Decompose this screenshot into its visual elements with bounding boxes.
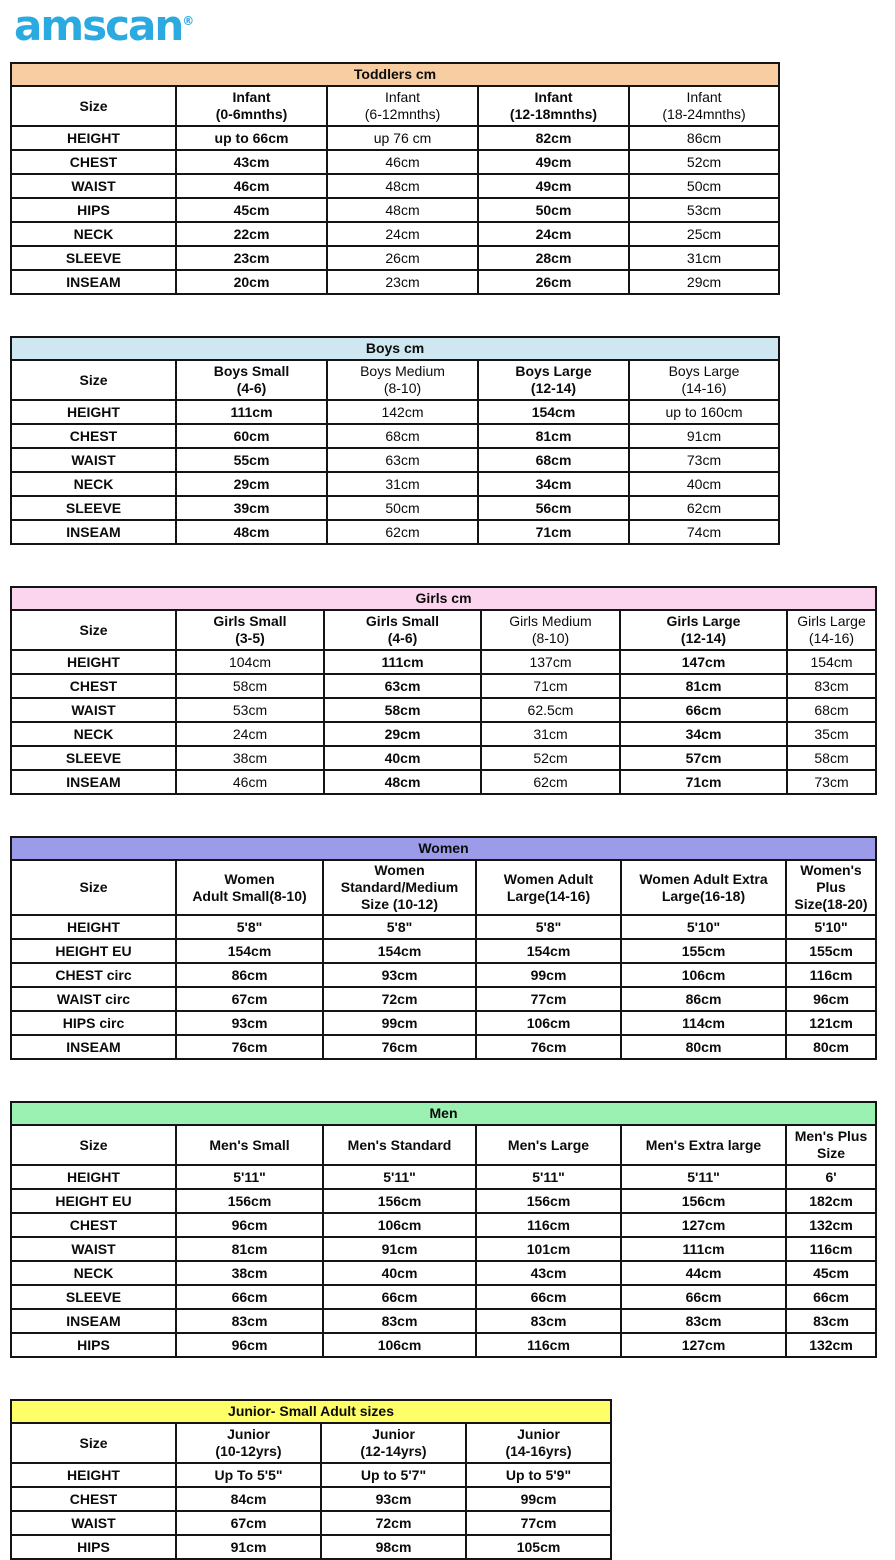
row-label: INSEAM	[11, 1035, 176, 1059]
table-row	[11, 698, 876, 722]
size-header-cell: Size	[11, 1423, 176, 1463]
value-cell: 22cm	[176, 222, 327, 246]
value-cell: 58cm	[176, 674, 324, 698]
value-cell: 83cm	[476, 1309, 621, 1333]
value-cell: 72cm	[323, 987, 476, 1011]
row-label: CHEST	[11, 150, 176, 174]
value-cell: 6'	[786, 1165, 876, 1189]
column-header: Girls Medium (8-10)	[481, 610, 620, 650]
value-cell: 43cm	[176, 150, 327, 174]
size-header-cell: Size	[11, 1125, 176, 1165]
column-header: Women Standard/Medium Size (10-12)	[323, 860, 476, 915]
column-header: Infant (12-18mnths)	[478, 86, 629, 126]
table-row	[11, 1285, 876, 1309]
column-header: Junior (10-12yrs)	[176, 1423, 321, 1463]
table-row	[11, 674, 876, 698]
value-cell: 40cm	[323, 1261, 476, 1285]
value-cell: 81cm	[620, 674, 787, 698]
row-label: WAIST	[11, 448, 176, 472]
value-cell: 66cm	[476, 1285, 621, 1309]
value-cell: 99cm	[323, 1011, 476, 1035]
value-cell: 58cm	[787, 746, 876, 770]
value-cell: 142cm	[327, 400, 478, 424]
value-cell: 96cm	[176, 1213, 323, 1237]
value-cell: 116cm	[786, 1237, 876, 1261]
value-cell: 48cm	[327, 198, 478, 222]
value-cell: 29cm	[324, 722, 481, 746]
table-row	[11, 1237, 876, 1261]
value-cell: 43cm	[476, 1261, 621, 1285]
value-cell: 155cm	[621, 939, 786, 963]
value-cell: Up To 5'5"	[176, 1463, 321, 1487]
size-header-cell: Size	[11, 360, 176, 400]
row-label: WAIST	[11, 174, 176, 198]
value-cell: 73cm	[629, 448, 779, 472]
value-cell: 68cm	[787, 698, 876, 722]
value-cell: 56cm	[478, 496, 629, 520]
value-cell: 25cm	[629, 222, 779, 246]
value-cell: 26cm	[327, 246, 478, 270]
value-cell: 66cm	[176, 1285, 323, 1309]
column-header: Men's Plus Size	[786, 1125, 876, 1165]
value-cell: 99cm	[476, 963, 621, 987]
column-header: Girls Large (14-16)	[787, 610, 876, 650]
value-cell: 80cm	[621, 1035, 786, 1059]
value-cell: 5'11"	[476, 1165, 621, 1189]
table-title-toddlers: Toddlers cm	[11, 63, 779, 86]
table-title-junior: Junior- Small Adult sizes	[11, 1400, 611, 1423]
size-table-girls	[10, 586, 877, 795]
value-cell: 23cm	[176, 246, 327, 270]
value-cell: 62cm	[629, 496, 779, 520]
value-cell: 73cm	[787, 770, 876, 794]
value-cell: 93cm	[321, 1487, 466, 1511]
row-label: WAIST	[11, 1237, 176, 1261]
table-row	[11, 650, 876, 674]
row-label: INSEAM	[11, 270, 176, 294]
value-cell: 31cm	[629, 246, 779, 270]
value-cell: 50cm	[327, 496, 478, 520]
value-cell: 5'8"	[176, 915, 323, 939]
table-row	[11, 472, 779, 496]
row-label: HEIGHT	[11, 126, 176, 150]
value-cell: 86cm	[629, 126, 779, 150]
value-cell: 40cm	[324, 746, 481, 770]
size-table-women	[10, 836, 877, 1060]
value-cell: Up to 5'9"	[466, 1463, 611, 1487]
value-cell: 55cm	[176, 448, 327, 472]
value-cell: 93cm	[176, 1011, 323, 1035]
value-cell: 93cm	[323, 963, 476, 987]
value-cell: 24cm	[327, 222, 478, 246]
value-cell: 76cm	[476, 1035, 621, 1059]
row-label: SLEEVE	[11, 496, 176, 520]
value-cell: 111cm	[176, 400, 327, 424]
value-cell: 28cm	[478, 246, 629, 270]
row-label: CHEST	[11, 674, 176, 698]
value-cell: 48cm	[324, 770, 481, 794]
column-header: Men's Extra large	[621, 1125, 786, 1165]
column-header: Girls Large (12-14)	[620, 610, 787, 650]
value-cell: 48cm	[327, 174, 478, 198]
row-label: HIPS	[11, 198, 176, 222]
column-header: Men's Standard	[323, 1125, 476, 1165]
row-label: INSEAM	[11, 770, 176, 794]
value-cell: 96cm	[176, 1333, 323, 1357]
value-cell: 80cm	[786, 1035, 876, 1059]
value-cell: 5'11"	[323, 1165, 476, 1189]
row-label: WAIST	[11, 1511, 176, 1535]
row-label: HIPS circ	[11, 1011, 176, 1035]
table-row	[11, 1213, 876, 1237]
value-cell: 26cm	[478, 270, 629, 294]
value-cell: 49cm	[478, 150, 629, 174]
value-cell: 46cm	[176, 174, 327, 198]
value-cell: 116cm	[476, 1333, 621, 1357]
row-label: HEIGHT	[11, 1165, 176, 1189]
row-label: HEIGHT EU	[11, 1189, 176, 1213]
table-row	[11, 1011, 876, 1035]
value-cell: 62cm	[327, 520, 478, 544]
value-cell: 23cm	[327, 270, 478, 294]
table-row	[11, 150, 779, 174]
value-cell: 83cm	[176, 1309, 323, 1333]
row-label: SLEEVE	[11, 246, 176, 270]
row-label: HIPS	[11, 1333, 176, 1357]
row-label: SLEEVE	[11, 1285, 176, 1309]
row-label: WAIST	[11, 698, 176, 722]
column-header: Men's Large	[476, 1125, 621, 1165]
value-cell: 156cm	[621, 1189, 786, 1213]
registered-trademark-icon: ®	[182, 14, 195, 28]
row-label: HEIGHT EU	[11, 939, 176, 963]
value-cell: 71cm	[481, 674, 620, 698]
value-cell: 132cm	[786, 1333, 876, 1357]
row-label: WAIST circ	[11, 987, 176, 1011]
row-label: NECK	[11, 722, 176, 746]
value-cell: 5'8"	[323, 915, 476, 939]
value-cell: up to 66cm	[176, 126, 327, 150]
value-cell: 5'10"	[786, 915, 876, 939]
value-cell: 5'10"	[621, 915, 786, 939]
value-cell: 106cm	[323, 1213, 476, 1237]
row-label: CHEST	[11, 1213, 176, 1237]
value-cell: 45cm	[176, 198, 327, 222]
value-cell: 137cm	[481, 650, 620, 674]
value-cell: 57cm	[620, 746, 787, 770]
table-row	[11, 1463, 611, 1487]
value-cell: 31cm	[481, 722, 620, 746]
value-cell: 34cm	[478, 472, 629, 496]
column-header: Boys Large (12-14)	[478, 360, 629, 400]
row-label: HEIGHT	[11, 1463, 176, 1487]
table-row	[11, 770, 876, 794]
value-cell: 86cm	[176, 963, 323, 987]
row-label: SLEEVE	[11, 746, 176, 770]
column-header: Junior (14-16yrs)	[466, 1423, 611, 1463]
amscan-logo-text: amscan	[14, 1, 183, 50]
value-cell: 154cm	[176, 939, 323, 963]
value-cell: 71cm	[620, 770, 787, 794]
column-header: Girls Small (4-6)	[324, 610, 481, 650]
value-cell: up 76 cm	[327, 126, 478, 150]
table-row	[11, 198, 779, 222]
value-cell: 31cm	[327, 472, 478, 496]
value-cell: 58cm	[324, 698, 481, 722]
value-cell: 156cm	[323, 1189, 476, 1213]
column-header: Women's Plus Size(18-20)	[786, 860, 876, 915]
value-cell: 29cm	[629, 270, 779, 294]
value-cell: 104cm	[176, 650, 324, 674]
value-cell: 127cm	[621, 1333, 786, 1357]
table-row	[11, 1035, 876, 1059]
size-header-cell: Size	[11, 860, 176, 915]
table-row	[11, 939, 876, 963]
value-cell: 121cm	[786, 1011, 876, 1035]
size-charts	[10, 62, 895, 1560]
value-cell: 83cm	[787, 674, 876, 698]
table-row	[11, 1261, 876, 1285]
column-header: Boys Medium (8-10)	[327, 360, 478, 400]
row-label: CHEST	[11, 1487, 176, 1511]
table-row	[11, 1333, 876, 1357]
table-row	[11, 1309, 876, 1333]
table-row	[11, 424, 779, 448]
row-label: CHEST	[11, 424, 176, 448]
value-cell: 34cm	[620, 722, 787, 746]
column-header: Junior (12-14yrs)	[321, 1423, 466, 1463]
size-table-junior	[10, 1399, 612, 1560]
value-cell: 49cm	[478, 174, 629, 198]
value-cell: 53cm	[176, 698, 324, 722]
value-cell: 71cm	[478, 520, 629, 544]
value-cell: 132cm	[786, 1213, 876, 1237]
value-cell: 155cm	[786, 939, 876, 963]
value-cell: up to 160cm	[629, 400, 779, 424]
value-cell: 50cm	[478, 198, 629, 222]
value-cell: 86cm	[621, 987, 786, 1011]
value-cell: 81cm	[478, 424, 629, 448]
value-cell: Up to 5'7"	[321, 1463, 466, 1487]
value-cell: 48cm	[176, 520, 327, 544]
value-cell: 77cm	[466, 1511, 611, 1535]
value-cell: 116cm	[786, 963, 876, 987]
column-header: Women Adult Small(8-10)	[176, 860, 323, 915]
column-header: Boys Large (14-16)	[629, 360, 779, 400]
size-table-boys	[10, 336, 780, 545]
value-cell: 105cm	[466, 1535, 611, 1559]
value-cell: 106cm	[621, 963, 786, 987]
value-cell: 154cm	[478, 400, 629, 424]
value-cell: 156cm	[176, 1189, 323, 1213]
value-cell: 44cm	[621, 1261, 786, 1285]
value-cell: 50cm	[629, 174, 779, 198]
column-header: Infant (6-12mnths)	[327, 86, 478, 126]
value-cell: 83cm	[323, 1309, 476, 1333]
value-cell: 111cm	[621, 1237, 786, 1261]
table-row	[11, 1487, 611, 1511]
value-cell: 39cm	[176, 496, 327, 520]
column-header: Infant (0-6mnths)	[176, 86, 327, 126]
table-row	[11, 1511, 611, 1535]
value-cell: 101cm	[476, 1237, 621, 1261]
value-cell: 147cm	[620, 650, 787, 674]
row-label: HEIGHT	[11, 650, 176, 674]
table-row	[11, 126, 779, 150]
value-cell: 106cm	[323, 1333, 476, 1357]
value-cell: 156cm	[476, 1189, 621, 1213]
value-cell: 66cm	[621, 1285, 786, 1309]
table-row	[11, 448, 779, 472]
value-cell: 106cm	[476, 1011, 621, 1035]
column-header: Women Adult Large(14-16)	[476, 860, 621, 915]
value-cell: 154cm	[787, 650, 876, 674]
value-cell: 62cm	[481, 770, 620, 794]
value-cell: 63cm	[324, 674, 481, 698]
table-row	[11, 400, 779, 424]
table-title-boys: Boys cm	[11, 337, 779, 360]
value-cell: 66cm	[323, 1285, 476, 1309]
column-header: Boys Small (4-6)	[176, 360, 327, 400]
value-cell: 38cm	[176, 746, 324, 770]
table-title-women: Women	[11, 837, 876, 860]
value-cell: 76cm	[176, 1035, 323, 1059]
table-title-girls: Girls cm	[11, 587, 876, 610]
value-cell: 154cm	[476, 939, 621, 963]
value-cell: 96cm	[786, 987, 876, 1011]
table-row	[11, 1165, 876, 1189]
value-cell: 67cm	[176, 987, 323, 1011]
row-label: HEIGHT	[11, 400, 176, 424]
value-cell: 154cm	[323, 939, 476, 963]
row-label: INSEAM	[11, 1309, 176, 1333]
row-label: HIPS	[11, 1535, 176, 1559]
value-cell: 74cm	[629, 520, 779, 544]
column-header: Men's Small	[176, 1125, 323, 1165]
value-cell: 60cm	[176, 424, 327, 448]
table-row	[11, 1535, 611, 1559]
value-cell: 35cm	[787, 722, 876, 746]
table-row	[11, 1189, 876, 1213]
value-cell: 127cm	[621, 1213, 786, 1237]
amscan-logo	[14, 1, 895, 50]
table-row	[11, 746, 876, 770]
value-cell: 40cm	[629, 472, 779, 496]
table-row	[11, 174, 779, 198]
table-row	[11, 520, 779, 544]
value-cell: 77cm	[476, 987, 621, 1011]
value-cell: 46cm	[327, 150, 478, 174]
column-header: Women Adult Extra Large(16-18)	[621, 860, 786, 915]
value-cell: 81cm	[176, 1237, 323, 1261]
size-table-toddlers	[10, 62, 780, 295]
value-cell: 83cm	[786, 1309, 876, 1333]
value-cell: 63cm	[327, 448, 478, 472]
value-cell: 111cm	[324, 650, 481, 674]
value-cell: 53cm	[629, 198, 779, 222]
value-cell: 91cm	[629, 424, 779, 448]
row-label: NECK	[11, 472, 176, 496]
table-row	[11, 915, 876, 939]
table-row	[11, 246, 779, 270]
value-cell: 182cm	[786, 1189, 876, 1213]
value-cell: 84cm	[176, 1487, 321, 1511]
value-cell: 67cm	[176, 1511, 321, 1535]
row-label: NECK	[11, 1261, 176, 1285]
row-label: INSEAM	[11, 520, 176, 544]
value-cell: 46cm	[176, 770, 324, 794]
value-cell: 66cm	[786, 1285, 876, 1309]
value-cell: 5'8"	[476, 915, 621, 939]
value-cell: 24cm	[478, 222, 629, 246]
value-cell: 29cm	[176, 472, 327, 496]
row-label: HEIGHT	[11, 915, 176, 939]
table-row	[11, 987, 876, 1011]
value-cell: 91cm	[176, 1535, 321, 1559]
table-row	[11, 722, 876, 746]
value-cell: 82cm	[478, 126, 629, 150]
column-header: Infant (18-24mnths)	[629, 86, 779, 126]
size-header-cell: Size	[11, 610, 176, 650]
table-row	[11, 222, 779, 246]
value-cell: 62.5cm	[481, 698, 620, 722]
value-cell: 52cm	[629, 150, 779, 174]
value-cell: 99cm	[466, 1487, 611, 1511]
value-cell: 91cm	[323, 1237, 476, 1261]
table-row	[11, 963, 876, 987]
column-header: Girls Small (3-5)	[176, 610, 324, 650]
value-cell: 68cm	[478, 448, 629, 472]
value-cell: 24cm	[176, 722, 324, 746]
value-cell: 114cm	[621, 1011, 786, 1035]
value-cell: 72cm	[321, 1511, 466, 1535]
table-title-men: Men	[11, 1102, 876, 1125]
table-row	[11, 496, 779, 520]
value-cell: 52cm	[481, 746, 620, 770]
value-cell: 83cm	[621, 1309, 786, 1333]
table-row	[11, 270, 779, 294]
value-cell: 76cm	[323, 1035, 476, 1059]
row-label: CHEST circ	[11, 963, 176, 987]
value-cell: 5'11"	[621, 1165, 786, 1189]
value-cell: 20cm	[176, 270, 327, 294]
value-cell: 98cm	[321, 1535, 466, 1559]
size-table-men	[10, 1101, 877, 1358]
value-cell: 38cm	[176, 1261, 323, 1285]
value-cell: 45cm	[786, 1261, 876, 1285]
size-header-cell: Size	[11, 86, 176, 126]
value-cell: 66cm	[620, 698, 787, 722]
value-cell: 116cm	[476, 1213, 621, 1237]
value-cell: 68cm	[327, 424, 478, 448]
row-label: NECK	[11, 222, 176, 246]
value-cell: 5'11"	[176, 1165, 323, 1189]
